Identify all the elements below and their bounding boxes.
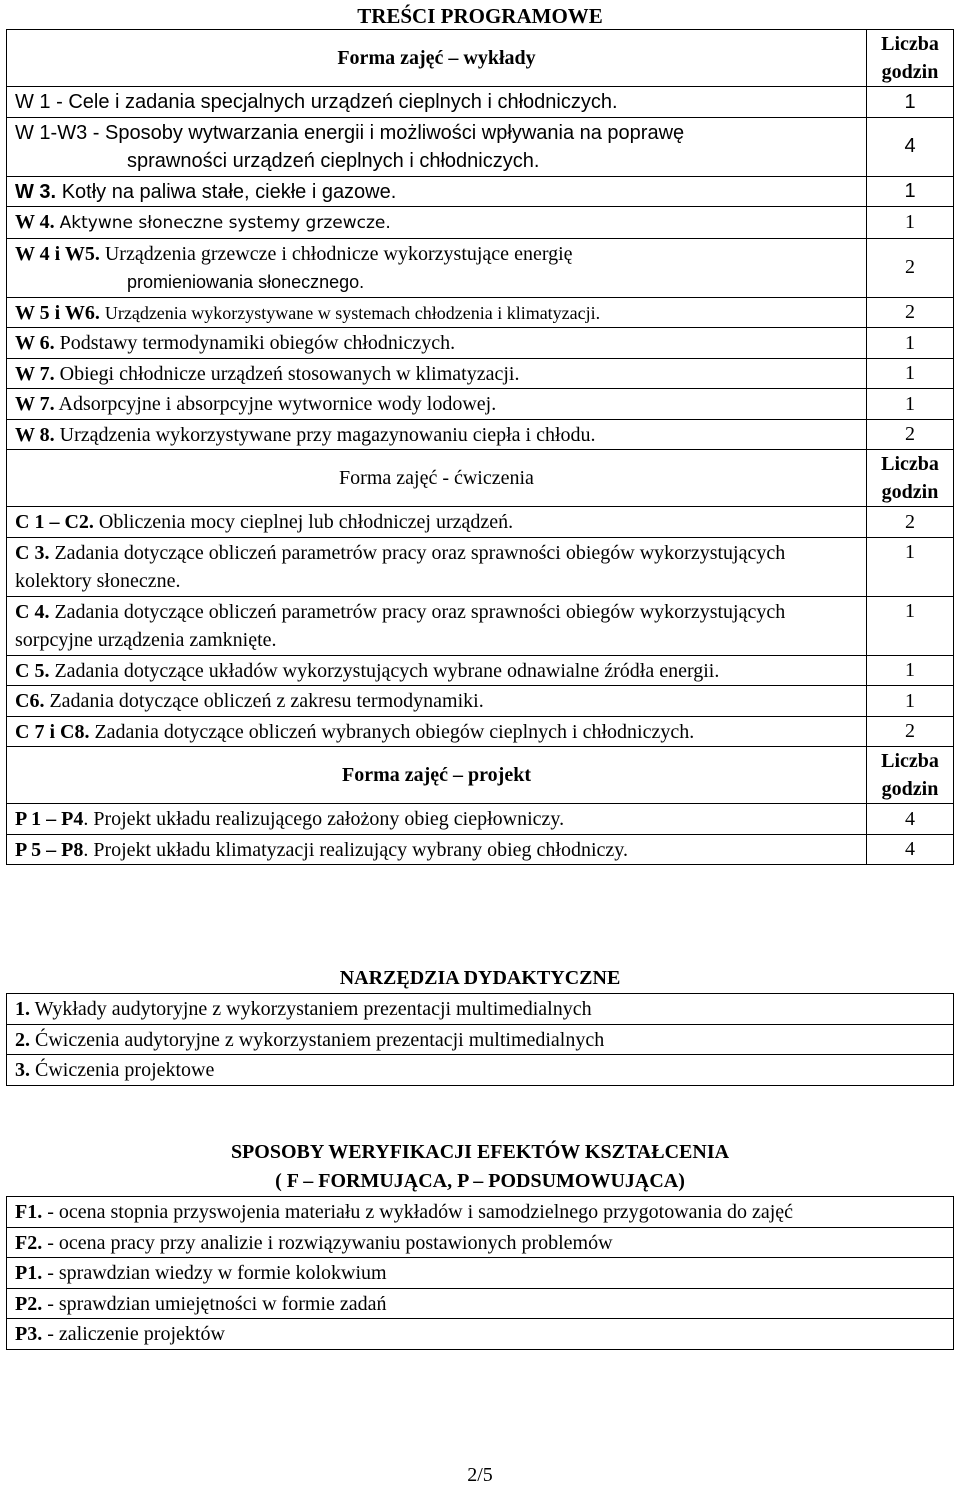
hours-label-2: godzin [881, 481, 939, 503]
verification-text: - zaliczenie projektów [42, 1323, 225, 1345]
exercise-desc: Zadania dotyczące obliczeń z zakresu termodynamiki. [49, 690, 484, 712]
list-item [7, 1197, 954, 1228]
verification-item [7, 1319, 954, 1350]
lecture-code: W 5 i W6. [15, 301, 100, 324]
verification-item [7, 1227, 954, 1258]
table-row [7, 176, 954, 207]
tools-text: Ćwiczenia projektowe [35, 1059, 215, 1081]
exercise-code: C6. [15, 690, 45, 712]
table-row [7, 507, 954, 538]
lecture-desc: Podstawy termodynamiki obiegów chłodniczych. [59, 332, 456, 354]
lecture-code: W 8. [15, 423, 55, 446]
lecture-hours: 1 [867, 328, 954, 359]
lecture-hours: 1 [867, 207, 954, 239]
hours-header [867, 30, 954, 87]
hours-label-1: Liczba [881, 33, 939, 55]
verification-code: P1. [15, 1262, 43, 1284]
verification-text: - ocena pracy przy analizie i rozwiązywaniu postawionych problemów [42, 1231, 613, 1254]
table-row [7, 297, 954, 328]
project-code: P 5 – P8 [15, 838, 84, 861]
list-item [7, 1288, 954, 1319]
hours-label-2: godzin [881, 61, 939, 83]
table-row [7, 655, 954, 686]
list-item [7, 1319, 954, 1350]
verification-text: - ocena stopnia przyswojenia materiału z wykładów i samodzielnego przygotowania do zajęć [42, 1201, 794, 1223]
exercise-code: C 5. [15, 659, 50, 682]
project-hours: 4 [867, 834, 954, 865]
hours-label-1: Liczba [881, 453, 939, 475]
table-row [7, 87, 954, 118]
table-row [7, 834, 954, 865]
lecture-code: W 7. [15, 393, 55, 415]
lecture-text [7, 419, 867, 450]
table-row [7, 328, 954, 359]
list-item [7, 1227, 954, 1258]
exercise-text [7, 596, 867, 655]
verification-title: SPOSOBY WERYFIKACJI EFEKTÓW KSZTAŁCENIA [230, 1141, 730, 1163]
tools-text: Ćwiczenia audytoryjne z wykorzystaniem prezentacji multimedialnych [35, 1028, 605, 1051]
lecture-desc: Urządzenia wykorzystywane w systemach chłodzenia i klimatyzacji. [104, 302, 601, 323]
hours-header [867, 747, 954, 804]
lecture-text [7, 297, 867, 328]
exercise-desc: Zadania dotyczące układów wykorzystujących wybrane odnawialne źródła energii. [54, 659, 720, 682]
lecture-text [7, 117, 867, 176]
exercises-header-row [7, 450, 954, 507]
tools-num: 3. [15, 1059, 30, 1081]
verification-subtitle: ( F – FORMUJĄCA, P – PODSUMOWUJĄCA) [275, 1170, 685, 1192]
verification-item [7, 1258, 954, 1289]
hours-label-2: godzin [881, 778, 939, 800]
exercise-text [7, 716, 867, 747]
hours-label-1: Liczba [881, 750, 939, 772]
exercise-hours: 1 [867, 596, 954, 655]
lecture-desc: Kotły na paliwa stałe, ciekłe i gazowe. [61, 180, 397, 203]
lecture-hours: 4 [867, 117, 954, 176]
lecture-desc-cont: promieniowania słonecznego. [127, 272, 365, 292]
lecture-desc: Obiegi chłodnicze urządzeń stosowanych w klimatyzacji. [59, 362, 520, 385]
lecture-hours: 2 [867, 297, 954, 328]
tools-item [7, 1024, 954, 1055]
exercise-code: C 4. [15, 600, 50, 623]
tools-text: Wykłady audytoryjne z wykorzystaniem prezentacji multimedialnych [34, 998, 592, 1020]
exercise-hours: 1 [867, 655, 954, 686]
verification-text: - sprawdzian umiejętności w formie zadań [42, 1292, 387, 1315]
table-row [7, 686, 954, 717]
exercise-hours: 2 [867, 507, 954, 538]
table-row [7, 716, 954, 747]
tools-num: 2. [15, 1028, 30, 1051]
verification-table [6, 1196, 954, 1350]
table-row [7, 117, 954, 176]
lecture-text [7, 328, 867, 359]
lecture-text [7, 207, 867, 239]
verification-code: F2. [15, 1231, 43, 1254]
exercise-text [7, 686, 867, 717]
exercise-desc: Zadania dotyczące obliczeń parametrów pracy oraz sprawności obiegów wykorzystujących kolektory słoneczne. [15, 541, 786, 592]
project-header-row [7, 747, 954, 804]
verification-item [7, 1288, 954, 1319]
list-item [7, 994, 954, 1025]
exercise-hours: 1 [867, 686, 954, 717]
exercise-code: C 7 i C8. [15, 720, 90, 743]
table-row [7, 537, 954, 596]
lecture-desc: Adsorpcyjne i absorpcyjne wytwornice wody lodowej. [58, 393, 497, 415]
exercise-code: C 3. [15, 541, 50, 564]
project-desc: . Projekt układu realizującego założony obieg ciepłowniczy. [83, 808, 565, 830]
exercise-text [7, 507, 867, 538]
lecture-desc: Urządzenia grzewcze i chłodnicze wykorzystujące energię [104, 242, 573, 265]
table-row [7, 804, 954, 835]
lecture-code: W 6. [15, 332, 55, 354]
tools-num: 1. [15, 998, 30, 1020]
table-row [7, 389, 954, 420]
tools-table [6, 993, 954, 1086]
project-desc: . Projekt układu klimatyzacji realizujący wybrany obieg chłodniczy. [83, 838, 628, 861]
project-heading: Forma zajęć – projekt [7, 747, 867, 804]
table-row [7, 238, 954, 297]
page-number: 2/5 [467, 1464, 493, 1486]
lectures-header-row [7, 30, 954, 87]
lecture-hours: 1 [867, 87, 954, 118]
table-row [7, 358, 954, 389]
lecture-text [7, 389, 867, 420]
exercise-code: C 1 – C2. [15, 511, 94, 533]
lecture-hours: 2 [867, 238, 954, 297]
program-table [6, 29, 954, 865]
lecture-text [7, 238, 867, 297]
hours-header [867, 450, 954, 507]
lecture-code: W 4. [15, 211, 55, 233]
project-code: P 1 – P4 [15, 808, 84, 830]
lectures-heading: Forma zajęć – wykłady [7, 30, 867, 87]
lecture-text: W 1 - Cele i zadania specjalnych urządzeń cieplnych i chłodniczych. [7, 87, 867, 118]
exercise-desc: Zadania dotyczące obliczeń parametrów pracy oraz sprawności obiegów wykorzystujących sorpcyjne urządzenia zamknięte. [15, 600, 786, 651]
exercises-heading: Forma zajęć - ćwiczenia [7, 450, 867, 507]
verification-item [7, 1197, 954, 1228]
exercise-hours: 1 [867, 537, 954, 596]
list-item [7, 1258, 954, 1289]
lecture-hours: 1 [867, 358, 954, 389]
table-row [7, 596, 954, 655]
lecture-text [7, 358, 867, 389]
project-text [7, 804, 867, 835]
lecture-code: W 7. [15, 362, 55, 385]
lecture-hours: 1 [867, 389, 954, 420]
exercise-desc: Zadania dotyczące obliczeń wybranych obiegów cieplnych i chłodniczych. [94, 720, 695, 743]
project-text [7, 834, 867, 865]
tools-title: NARZĘDZIA DYDAKTYCZNE [339, 967, 621, 989]
tools-item [7, 1055, 954, 1086]
verification-code: P2. [15, 1292, 43, 1315]
verification-code: F1. [15, 1201, 43, 1223]
table-row [7, 419, 954, 450]
verification-code: P3. [15, 1323, 43, 1345]
lecture-code: W 3. [15, 180, 57, 203]
lecture-hours: 2 [867, 419, 954, 450]
verification-text: - sprawdzian wiedzy w formie kolokwium [42, 1262, 387, 1284]
lecture-text [7, 176, 867, 207]
tools-item [7, 994, 954, 1025]
exercise-hours: 2 [867, 716, 954, 747]
lecture-desc: Urządzenia wykorzystywane przy magazynowaniu ciepła i chłodu. [59, 423, 596, 446]
project-hours: 4 [867, 804, 954, 835]
exercise-text [7, 537, 867, 596]
list-item [7, 1055, 954, 1086]
lecture-code: W 4 i W5. [15, 242, 100, 265]
lecture-desc: Aktywne słoneczne systemy grzewcze. [59, 213, 391, 233]
lecture-hours: 1 [867, 176, 954, 207]
exercise-text [7, 655, 867, 686]
exercise-desc: Obliczenia mocy cieplnej lub chłodniczej urządzeń. [98, 511, 514, 533]
table-row [7, 207, 954, 239]
lecture-line-cont: sprawności urządzeń cieplnych i chłodniczych. [127, 150, 540, 172]
program-title: TREŚCI PROGRAMOWE [357, 4, 603, 28]
lecture-line: W 1-W3 - Sposoby wytwarzania energii i możliwości wpływania na poprawę [15, 121, 685, 144]
list-item [7, 1024, 954, 1055]
